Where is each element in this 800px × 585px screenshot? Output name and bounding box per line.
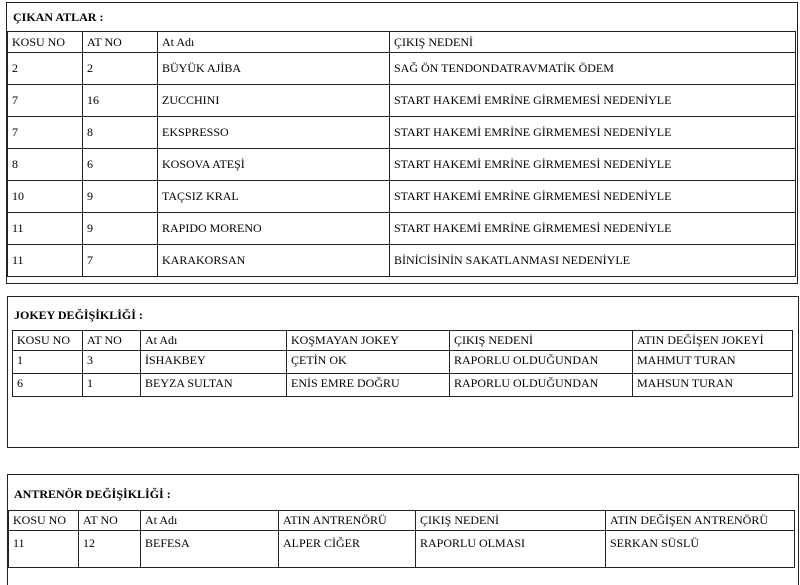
race-no-cell: 6 (13, 374, 83, 397)
table-row (8, 181, 796, 213)
horse-no-cell: 9 (83, 181, 158, 213)
column-header: KOSU NO (9, 511, 79, 531)
column-header: KOŞMAYAN JOKEY (287, 331, 450, 351)
column-header: At Adı (141, 511, 279, 531)
horse-name-cell: EKSPRESSO (158, 117, 390, 149)
horse-name-cell: KARAKORSAN (158, 245, 390, 277)
horse-no-cell: 9 (83, 213, 158, 245)
absent-jockey-cell: ENİS EMRE DOĞRU (287, 374, 450, 397)
table-header-row (13, 331, 793, 351)
column-header: KOSU NO (8, 32, 83, 53)
column-header: ÇIKIŞ NEDENİ (390, 32, 796, 53)
column-header: At Adı (141, 331, 287, 351)
race-no-cell: 10 (8, 181, 83, 213)
race-no-cell: 1 (13, 351, 83, 374)
table-header-row (9, 511, 795, 531)
table-row (8, 85, 796, 117)
table-row (8, 149, 796, 181)
new-trainer-cell: SERKAN SÜSLÜ (606, 531, 795, 568)
horse-no-cell: 1 (83, 374, 141, 397)
reason-cell: START HAKEMİ EMRİNE GİRMEMESİ NEDENİYLE (390, 213, 796, 245)
table-row (13, 374, 793, 397)
column-header: AT NO (79, 511, 141, 531)
horse-no-cell: 2 (83, 53, 158, 85)
table-row (8, 245, 796, 277)
trainer-cell: ALPER CİĞER (279, 531, 416, 568)
reason-cell: SAĞ ÖN TENDONDATRAVMATİK ÖDEM (390, 53, 796, 85)
table-row (8, 53, 796, 85)
column-header: ATIN ANTRENÖRÜ (279, 511, 416, 531)
reason-cell: RAPORLU OLMASI (416, 531, 606, 568)
column-header: ÇIKIŞ NEDENİ (416, 511, 606, 531)
withdrawn-horses-title: ÇIKAN ATLAR : (13, 10, 104, 24)
table-row (13, 351, 793, 374)
jockey-change-table (12, 330, 793, 397)
reason-cell: RAPORLU OLDUĞUNDAN (450, 374, 633, 397)
horse-no-cell: 12 (79, 531, 141, 568)
column-header: ATIN DEĞİŞEN JOKEYİ (633, 331, 793, 351)
jockey-change-title: JOKEY DEĞİŞİKLİĞİ : (14, 308, 143, 322)
horse-name-cell: KOSOVA ATEŞİ (158, 149, 390, 181)
horse-name-cell: RAPIDO MORENO (158, 213, 390, 245)
horse-name-cell: TAÇSIZ KRAL (158, 181, 390, 213)
race-no-cell: 11 (8, 213, 83, 245)
horse-name-cell: BEYZA SULTAN (141, 374, 287, 397)
horse-name-cell: ZUCCHINI (158, 85, 390, 117)
absent-jockey-cell: ÇETİN OK (287, 351, 450, 374)
table-row (8, 117, 796, 149)
new-jockey-cell: MAHSUN TURAN (633, 374, 793, 397)
horse-no-cell: 8 (83, 117, 158, 149)
horse-no-cell: 7 (83, 245, 158, 277)
race-no-cell: 11 (9, 531, 79, 568)
new-jockey-cell: MAHMUT TURAN (633, 351, 793, 374)
column-header: ÇIKIŞ NEDENİ (450, 331, 633, 351)
horse-no-cell: 6 (83, 149, 158, 181)
horse-no-cell: 3 (83, 351, 141, 374)
race-no-cell: 11 (8, 245, 83, 277)
column-header: KOSU NO (13, 331, 83, 351)
reason-cell: START HAKEMİ EMRİNE GİRMEMESİ NEDENİYLE (390, 181, 796, 213)
column-header: ATIN DEĞİŞEN ANTRENÖRÜ (606, 511, 795, 531)
reason-cell: BİNİCİSİNİN SAKATLANMASI NEDENİYLE (390, 245, 796, 277)
column-header: AT NO (83, 331, 141, 351)
reason-cell: START HAKEMİ EMRİNE GİRMEMESİ NEDENİYLE (390, 85, 796, 117)
column-header: AT NO (83, 32, 158, 53)
table-row (9, 531, 795, 568)
horse-name-cell: BÜYÜK AJİBA (158, 53, 390, 85)
reason-cell: START HAKEMİ EMRİNE GİRMEMESİ NEDENİYLE (390, 149, 796, 181)
race-no-cell: 8 (8, 149, 83, 181)
table-row (8, 213, 796, 245)
race-no-cell: 7 (8, 117, 83, 149)
race-no-cell: 7 (8, 85, 83, 117)
horse-no-cell: 16 (83, 85, 158, 117)
table-header-row (8, 32, 796, 53)
race-no-cell: 2 (8, 53, 83, 85)
withdrawn-horses-table (7, 31, 796, 277)
column-header: At Adı (158, 32, 390, 53)
horse-name-cell: İSHAKBEY (141, 351, 287, 374)
trainer-change-table (8, 510, 795, 568)
horse-name-cell: BEFESA (141, 531, 279, 568)
reason-cell: START HAKEMİ EMRİNE GİRMEMESİ NEDENİYLE (390, 117, 796, 149)
trainer-change-title: ANTRENÖR DEĞİŞİKLİĞİ : (14, 487, 171, 501)
reason-cell: RAPORLU OLDUĞUNDAN (450, 351, 633, 374)
